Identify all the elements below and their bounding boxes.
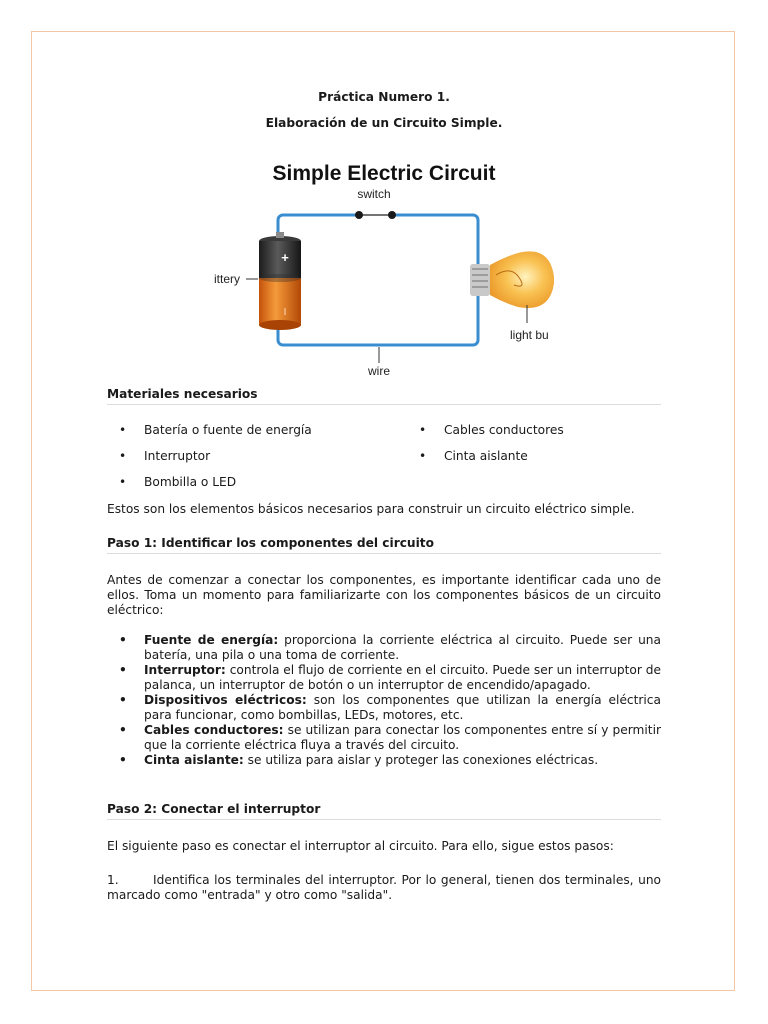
bulb-label: light bu — [510, 328, 549, 342]
materials-heading: Materiales necesarios — [107, 387, 661, 405]
switch-contact-left — [355, 211, 363, 219]
wire-label: wire — [367, 364, 391, 378]
battery-label: ittery — [214, 272, 241, 286]
document-title: Práctica Numero 1. — [318, 90, 450, 104]
light-bulb-icon — [468, 251, 554, 308]
list-item — [107, 753, 661, 768]
definition: son los componentes que utilizan la energía eléctrica para funcionar, como bombillas, LEDs, motores, etc. — [144, 693, 661, 722]
definition: se utiliza para aislar y proteger las conexiones eléctricas. — [243, 753, 599, 767]
step1-intro: Antes de comenzar a conectar los componentes, es importante identificar cada uno de ellos. Toma un momento para familiarizarte con los componentes básicos de un circuito eléctrico: — [107, 573, 661, 617]
battery-icon — [258, 232, 302, 330]
term: Cinta aislante: — [144, 753, 244, 767]
list-item: • Batería o fuente de energía — [107, 423, 407, 438]
list-item — [107, 693, 661, 723]
switch-contact-right — [388, 211, 396, 219]
list-item: • Interruptor — [107, 449, 407, 464]
definition: proporciona la corriente eléctrica al circuito. Puede ser una batería, una pila o una toma de corriente. — [144, 633, 661, 662]
components-list — [107, 633, 661, 768]
materials-list — [107, 423, 661, 490]
list-item: • Cinta aislante — [407, 449, 661, 464]
term: Interruptor: — [144, 663, 226, 677]
step1-heading: Paso 1: Identificar los componentes del circuito — [107, 536, 661, 554]
list-item: • Cables conductores — [407, 423, 661, 438]
step2-heading: Paso 2: Conectar el interruptor — [107, 802, 661, 820]
materials-note: Estos son los elementos básicos necesarios para construir un circuito eléctrico simple. — [107, 502, 635, 516]
list-item — [107, 723, 661, 753]
list-item — [107, 633, 661, 663]
switch-label: switch — [357, 187, 391, 201]
step-number: 1. — [107, 873, 119, 887]
term: Dispositivos eléctricos: — [144, 693, 307, 707]
definition: se utilizan para conectar los componentes entre sí y permitir que la corriente eléctrica fluya a través del circuito. — [144, 723, 661, 752]
battery-minus-label: I — [283, 307, 287, 318]
term: Cables conductores: — [144, 723, 284, 737]
list-item: • Bombilla o LED — [107, 475, 407, 490]
step-text: Identifica los terminales del interruptor. Por lo general, tienen dos terminales, uno marcado como "entrada" y otro como "salida". — [107, 873, 661, 902]
document-subtitle: Elaboración de un Circuito Simple. — [265, 116, 503, 130]
definition: controla el flujo de corriente en el circuito. Puede ser un interruptor de palanca, un interruptor de botón o un interruptor de encendido/apagado. — [144, 663, 661, 692]
document-body — [107, 90, 661, 903]
step-item — [107, 873, 661, 903]
wire-loop — [278, 215, 478, 345]
figure-title: Simple Electric Circuit — [272, 162, 496, 185]
step2-intro: El siguiente paso es conectar el interruptor al circuito. Para ello, sigue estos pasos: — [107, 839, 614, 853]
term: Fuente de energía: — [144, 633, 279, 647]
list-item — [107, 663, 661, 693]
circuit-diagram — [214, 157, 554, 381]
battery-plus-label: + — [281, 250, 289, 265]
